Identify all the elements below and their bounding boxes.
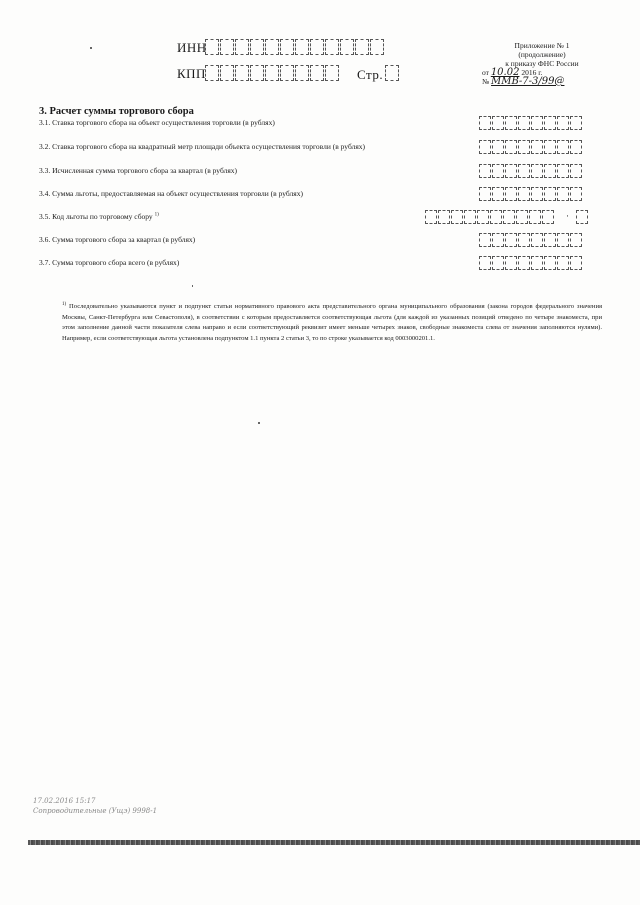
char-cell[interactable] xyxy=(557,187,569,201)
char-cell[interactable] xyxy=(570,233,582,247)
char-cell[interactable] xyxy=(438,210,450,224)
char-cell[interactable] xyxy=(205,39,219,55)
char-cell[interactable] xyxy=(220,65,234,81)
row-label-3-3: 3.3. Исчисленная сумма торгового сбора за квартал (в рублях) xyxy=(39,166,238,175)
char-cell[interactable] xyxy=(542,210,554,224)
row-label-3-6: 3.6. Сумма торгового сбора за квартал (в рублях) xyxy=(39,235,196,244)
page-number-field[interactable] xyxy=(385,65,400,81)
char-cell[interactable] xyxy=(325,65,339,81)
scan-stamp-line-1: 17.02.2016 15:17 xyxy=(33,797,96,805)
row-label-3-1: 3.1. Ставка торгового сбора на объект осуществления торговли (в рублях) xyxy=(39,118,275,127)
char-cell[interactable] xyxy=(516,210,528,224)
char-cell[interactable] xyxy=(492,187,504,201)
row-field-3-2[interactable] xyxy=(479,140,583,154)
char-cell[interactable] xyxy=(479,187,491,201)
kpp-label: КПП xyxy=(177,66,206,81)
row-field-3-7[interactable] xyxy=(479,256,583,270)
char-cell[interactable] xyxy=(557,256,569,270)
footnote-marker: 1) xyxy=(62,302,67,307)
row-field-3-6[interactable] xyxy=(479,233,583,247)
char-cell[interactable] xyxy=(531,140,543,154)
char-cell[interactable] xyxy=(492,233,504,247)
char-cell[interactable] xyxy=(544,116,556,130)
appendix-line-1: Приложение № 1 xyxy=(514,41,570,50)
char-cell[interactable] xyxy=(250,65,264,81)
char-cell[interactable] xyxy=(544,187,556,201)
char-cell[interactable] xyxy=(325,39,339,55)
char-cell[interactable] xyxy=(557,164,569,178)
char-cell[interactable] xyxy=(265,65,279,81)
char-cell[interactable] xyxy=(531,116,543,130)
row-field-3-3[interactable] xyxy=(479,164,583,178)
scan-stamp-line-2: Сопроводительные (Ущэ) 9998-1 xyxy=(33,807,158,815)
char-cell[interactable] xyxy=(529,210,541,224)
char-cell[interactable] xyxy=(370,39,384,55)
char-cell[interactable] xyxy=(280,65,294,81)
char-cell[interactable] xyxy=(492,116,504,130)
char-cell[interactable] xyxy=(518,233,530,247)
row-label-3-2: 3.2. Ставка торгового сбора на квадратный метр площади объекта осуществления торговли (в рублях) xyxy=(39,142,366,151)
appendix-number-line xyxy=(482,77,602,86)
row-field-3-5[interactable] xyxy=(425,210,555,224)
char-cell[interactable] xyxy=(492,164,504,178)
page-label: Стр. xyxy=(357,67,384,82)
char-cell[interactable] xyxy=(310,39,324,55)
footnote xyxy=(62,300,602,344)
row-label-3-7: 3.7. Сумма торгового сбора всего (в рублях) xyxy=(39,258,180,267)
char-cell[interactable] xyxy=(518,116,530,130)
appendix-line-2: (продолжение) xyxy=(518,50,566,59)
char-cell[interactable] xyxy=(425,210,437,224)
char-cell[interactable] xyxy=(464,210,476,224)
char-cell[interactable] xyxy=(235,65,249,81)
char-cell[interactable] xyxy=(576,210,588,224)
char-cell[interactable] xyxy=(505,187,517,201)
row-label-3-4: 3.4. Сумма льготы, предоставляемая на объект осуществления торговли (в рублях) xyxy=(39,189,303,198)
kpp-field[interactable] xyxy=(205,65,340,81)
scan-edge-band xyxy=(28,840,640,845)
char-cell[interactable] xyxy=(479,116,491,130)
char-cell[interactable] xyxy=(570,140,582,154)
appendix-line-3: к приказу ФНС России xyxy=(505,59,579,68)
row-label-3-5 xyxy=(39,212,159,221)
appendix-number: ММВ-7-3/99@ xyxy=(491,76,565,87)
char-cell[interactable] xyxy=(492,256,504,270)
scan-speck xyxy=(258,422,260,424)
char-cell[interactable] xyxy=(280,39,294,55)
char-cell[interactable] xyxy=(505,164,517,178)
char-cell[interactable] xyxy=(451,210,463,224)
char-cell[interactable] xyxy=(265,39,279,55)
inn-field[interactable] xyxy=(205,39,385,55)
row-label-3-5-sup: 1) xyxy=(154,212,159,218)
appendix-date-prefix: от xyxy=(482,68,489,77)
appendix-number-prefix: № xyxy=(482,77,490,86)
char-cell[interactable] xyxy=(531,164,543,178)
char-cell[interactable] xyxy=(544,233,556,247)
scan-speck xyxy=(90,47,92,49)
appendix-year: 2016 г. xyxy=(521,68,543,77)
char-cell[interactable] xyxy=(531,233,543,247)
char-cell[interactable] xyxy=(531,187,543,201)
char-cell[interactable] xyxy=(235,39,249,55)
char-cell[interactable] xyxy=(220,39,234,55)
row-3-5-separator: · xyxy=(566,211,569,221)
char-cell[interactable] xyxy=(570,164,582,178)
char-cell[interactable] xyxy=(570,116,582,130)
char-cell[interactable] xyxy=(479,164,491,178)
char-cell[interactable] xyxy=(492,140,504,154)
char-cell[interactable] xyxy=(340,39,354,55)
char-cell[interactable] xyxy=(544,140,556,154)
section-title: 3. Расчет суммы торгового сбора xyxy=(39,106,194,117)
appendix-block xyxy=(482,41,602,86)
char-cell[interactable] xyxy=(557,140,569,154)
char-cell[interactable] xyxy=(518,187,530,201)
row-field-3-4[interactable] xyxy=(479,187,583,201)
char-cell[interactable] xyxy=(477,210,489,224)
char-cell[interactable] xyxy=(503,210,515,224)
char-cell[interactable] xyxy=(505,140,517,154)
char-cell[interactable] xyxy=(505,116,517,130)
char-cell[interactable] xyxy=(544,256,556,270)
char-cell[interactable] xyxy=(479,140,491,154)
char-cell[interactable] xyxy=(505,256,517,270)
char-cell[interactable] xyxy=(310,65,324,81)
char-cell[interactable] xyxy=(479,233,491,247)
appendix-date: 10.02 xyxy=(490,67,520,78)
char-cell[interactable] xyxy=(557,233,569,247)
footnote-text: Последовательно указываются пункт и подпункт статьи нормативного правового акта представительного органа муниципального образования (закона городов федерального значения Москвы, Санкт-Петербурга или Севастополя), в соответствии с которым предоставляется соответствующая льгота (для каждой из указанных позиций отведено по четыре знакоместа, при этом заполнение данной части показателя слева направо и если соответствующий реквизит имеет меньше четырех знаков, свободные знакоместа слева от значения заполняются нулями). Например, если соответствующая льгота установлена подпунктом 1.1 пункта 2 статьи 3, то по строке указывается код 0003000201.1. xyxy=(62,303,603,342)
char-cell[interactable] xyxy=(570,256,582,270)
char-cell[interactable] xyxy=(518,164,530,178)
char-cell[interactable] xyxy=(205,65,219,81)
char-cell[interactable] xyxy=(570,187,582,201)
char-cell[interactable] xyxy=(490,210,502,224)
char-cell[interactable] xyxy=(355,39,369,55)
row-field-3-5-extra[interactable] xyxy=(576,210,589,224)
char-cell[interactable] xyxy=(518,256,530,270)
row-field-3-1[interactable] xyxy=(479,116,583,130)
char-cell[interactable] xyxy=(479,256,491,270)
char-cell[interactable] xyxy=(557,116,569,130)
char-cell[interactable] xyxy=(385,65,399,81)
char-cell[interactable] xyxy=(505,233,517,247)
char-cell[interactable] xyxy=(250,39,264,55)
scan-speck xyxy=(192,285,193,287)
inn-label: ИНН xyxy=(177,40,207,55)
char-cell[interactable] xyxy=(544,164,556,178)
char-cell[interactable] xyxy=(518,140,530,154)
char-cell[interactable] xyxy=(295,65,309,81)
row-label-3-5-text: 3.5. Код льготы по торговому сбору xyxy=(39,212,153,221)
char-cell[interactable] xyxy=(295,39,309,55)
char-cell[interactable] xyxy=(531,256,543,270)
